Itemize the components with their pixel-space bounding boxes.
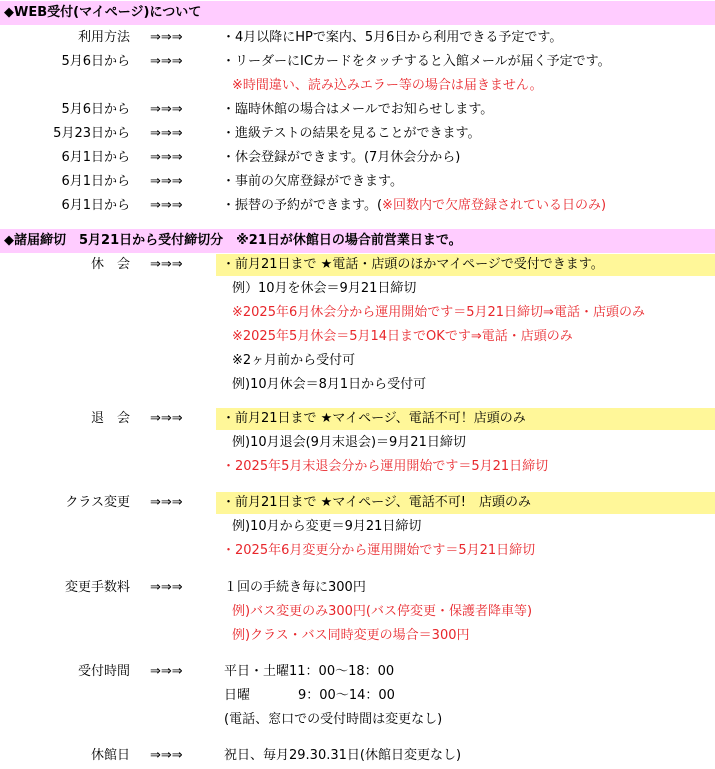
fee-label: 変更手数料 [64,580,130,595]
row-label: 5月6日から [61,54,130,69]
arrow: ⇒⇒⇒ [150,748,183,763]
arrow: ⇒⇒⇒ [150,30,183,45]
kyukai-note: ※2ヶ月前から受付可 [232,353,356,368]
row-text: ・休会登録ができます。(7月休会分から) [222,150,461,165]
arrow: ⇒⇒⇒ [150,198,183,213]
section-header-web: ◆WEB受付(マイページ)について [0,1,715,25]
row-note: ※時間違い、読み込みエラー等の場合は届きません。 [232,78,543,93]
fee-red-note: 例)クラス・バス同時変更の場合＝300円 [232,628,470,643]
kyukai-red-note: ※2025年5月休会＝5月14日までOKです⇒電話・店頭のみ [232,329,573,344]
fee-red-note: 例)バス変更のみ300円(バス停変更・保護者降車等) [232,604,533,619]
arrow: ⇒⇒⇒ [150,664,183,679]
arrow: ⇒⇒⇒ [150,411,183,426]
row-label: 6月1日から [61,198,130,213]
kyukai-red-note: ※2025年6月休会分から運用開始です＝5月21日締切⇒電話・店頭のみ [232,305,645,320]
kyukai-example: 例）10月を休会＝9月21日締切 [232,281,417,296]
hours-note: (電話、窓口での受付時間は変更なし) [224,712,443,727]
arrow: ⇒⇒⇒ [150,150,183,165]
arrow: ⇒⇒⇒ [150,257,183,272]
hours-sunday-time: 9：00～14：00 [298,688,395,703]
row-text: ・臨時休館の場合はメールでお知らせします。 [222,102,494,117]
class-change-example: 例)10月から変更＝9月21日締切 [232,519,422,534]
kyukai-label: 休 会 [90,257,130,272]
row-text: ・進級テストの結果を見ることができます。 [222,126,481,141]
row-label: 6月1日から [61,174,130,189]
closed-label: 休館日 [90,748,130,763]
section-header-deadlines: ◆諸届締切 5月21日から受付締切分 ※21日が休館日の場合前営業日まで。 [0,229,715,253]
taikai-label: 退 会 [90,411,130,426]
row-note: ※回数内で欠席登録されている日のみ) [382,198,607,213]
row-label: 利用方法 [77,30,130,45]
class-change-main: ・前月21日まで ★マイページ、電話不可! 店頭のみ [222,495,531,510]
row-text [222,195,606,217]
arrow: ⇒⇒⇒ [150,102,183,117]
taikai-main: ・前月21日まで ★マイページ、電話不可！店頭のみ [222,411,526,426]
hours-label: 受付時間 [77,664,130,679]
row-text: ・事前の欠席登録ができます。 [222,174,403,189]
hours-weekday: 平日・土曜11：00～18：00 [224,664,395,679]
row-text: ・4月以降にHPで案内、5月6日から利用できる予定です。 [222,30,563,45]
arrow: ⇒⇒⇒ [150,495,183,510]
hours-sunday-day: 日曜 [224,688,251,703]
arrow: ⇒⇒⇒ [150,580,183,595]
row-label: 5月23日から [53,126,130,141]
row-text: ・リーダーにICカードをタッチすると入館メールが届く予定です。 [222,54,611,69]
kyukai-main: ・前月21日まで ★電話・店頭のほかマイページで受付できます。 [222,257,604,272]
arrow: ⇒⇒⇒ [150,54,183,69]
taikai-example: 例)10月退会(9月末退会)＝9月21日締切 [232,435,466,450]
arrow: ⇒⇒⇒ [150,174,183,189]
row-text-main: ・振替の予約ができます。( [222,198,383,213]
row-label: 5月6日から [61,102,130,117]
class-change-red-note: ・2025年6月変更分から運用開始です＝5月21日締切 [222,543,536,558]
closed-text: 祝日、毎月29.30.31日(休館日変更なし) [224,748,462,763]
kyukai-example: 例)10月休会＝8月1日から受付可 [232,377,427,392]
row-label: 6月1日から [61,150,130,165]
arrow: ⇒⇒⇒ [150,126,183,141]
class-change-label: クラス変更 [65,495,130,510]
fee-main: １回の手続き毎に300円 [224,580,366,595]
taikai-red-note: ・2025年5月末退会分から運用開始です＝5月21日締切 [222,459,549,474]
